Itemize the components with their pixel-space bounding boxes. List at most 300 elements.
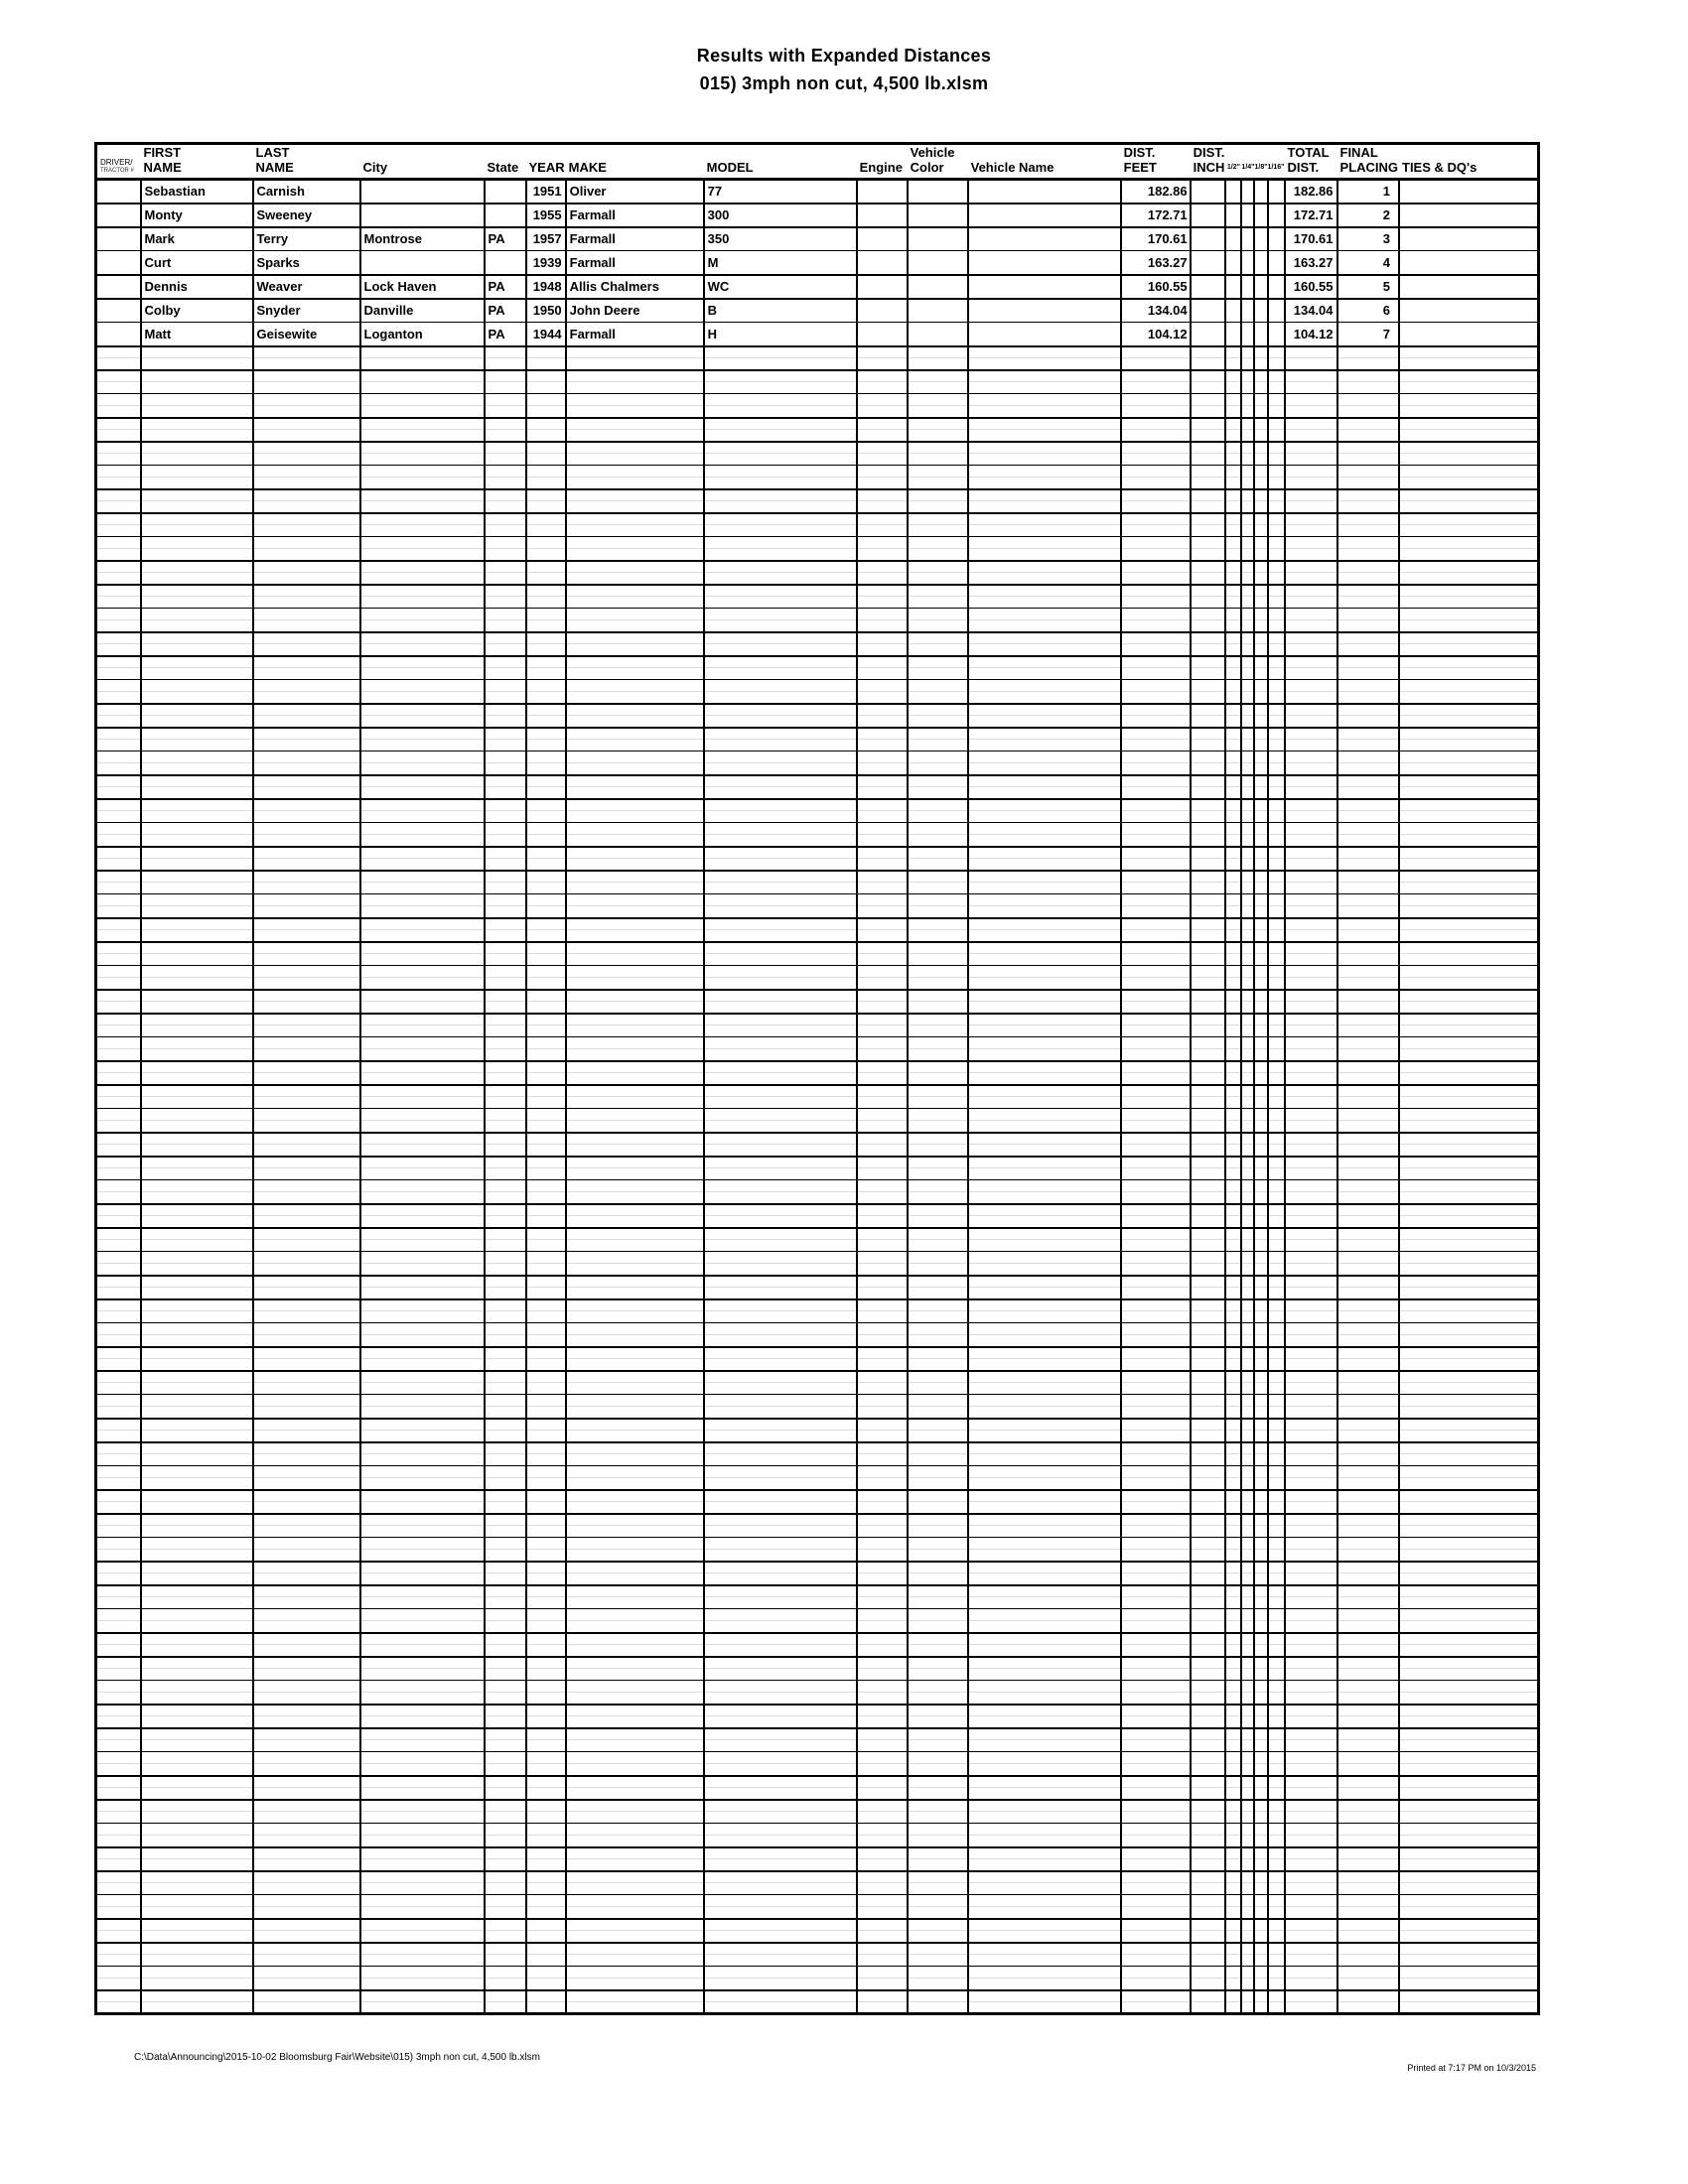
cell-tractor_num: [96, 1419, 141, 1442]
cell-last_name: [253, 1323, 360, 1347]
cell-vehicle_name: [968, 918, 1121, 942]
cell-dist_feet: 160.55: [1121, 275, 1191, 299]
cell-dist_feet: [1121, 1919, 1191, 1943]
cell-state: [485, 1490, 526, 1514]
empty-row: [96, 1776, 1539, 1800]
cell-vehicle_name: [968, 585, 1121, 609]
cell-dist_feet: [1121, 918, 1191, 942]
cell-eighth_inch: [1254, 1252, 1267, 1276]
cell-final_placing: [1337, 680, 1400, 704]
cell-tractor_num: [96, 775, 141, 799]
cell-state: [485, 1538, 526, 1562]
cell-tractor_num: [96, 1371, 141, 1395]
cell-eighth_inch: [1254, 1276, 1267, 1299]
cell-city: [360, 1419, 485, 1442]
cell-quarter_inch: [1241, 1657, 1254, 1681]
cell-tractor_num: [96, 1943, 141, 1967]
cell-tractor_num: [96, 1323, 141, 1347]
cell-vehicle_color: [908, 1371, 968, 1395]
cell-sixteenth_inch: [1268, 1562, 1285, 1585]
cell-year: [526, 1252, 566, 1276]
cell-tractor_num: [96, 1895, 141, 1919]
cell-quarter_inch: [1241, 1228, 1254, 1252]
cell-final_placing: [1337, 585, 1400, 609]
cell-city: [360, 1847, 485, 1871]
cell-city: [360, 1109, 485, 1133]
cell-total_dist: [1285, 751, 1337, 775]
cell-dist_inch: [1191, 418, 1226, 442]
cell-final_placing: [1337, 942, 1400, 966]
cell-sixteenth_inch: [1268, 513, 1285, 537]
cell-model: [704, 585, 857, 609]
cell-state: PA: [485, 299, 526, 323]
cell-state: [485, 1299, 526, 1323]
cell-model: [704, 1299, 857, 1323]
col-header-label: MAKE: [568, 160, 607, 175]
cell-quarter_inch: [1241, 632, 1254, 656]
cell-city: [360, 1180, 485, 1204]
cell-first_name: [141, 1252, 253, 1276]
cell-year: [526, 799, 566, 823]
cell-model: [704, 847, 857, 871]
cell-last_name: [253, 1681, 360, 1705]
cell-total_dist: [1285, 799, 1337, 823]
cell-dist_feet: [1121, 585, 1191, 609]
cell-state: [485, 1109, 526, 1133]
cell-dist_feet: [1121, 513, 1191, 537]
cell-tractor_num: [96, 704, 141, 728]
cell-first_name: [141, 1657, 253, 1681]
cell-dist_feet: [1121, 966, 1191, 990]
cell-engine: [857, 1466, 908, 1490]
cell-half_inch: [1225, 1037, 1241, 1061]
cell-year: [526, 1681, 566, 1705]
cell-vehicle_name: [968, 894, 1121, 918]
cell-eighth_inch: [1254, 1299, 1267, 1323]
cell-state: [485, 1276, 526, 1299]
cell-engine: [857, 585, 908, 609]
cell-city: [360, 609, 485, 632]
cell-tractor_num: [96, 1514, 141, 1538]
cell-vehicle_name: [968, 1681, 1121, 1705]
cell-ties_dqs: [1399, 871, 1538, 894]
cell-model: [704, 632, 857, 656]
cell-tractor_num: [96, 1609, 141, 1633]
cell-engine: [857, 775, 908, 799]
cell-first_name: [141, 1895, 253, 1919]
cell-city: [360, 1752, 485, 1776]
cell-eighth_inch: [1254, 799, 1267, 823]
cell-year: [526, 609, 566, 632]
cell-dist_inch: [1191, 1252, 1226, 1276]
cell-model: [704, 1681, 857, 1705]
cell-make: [566, 728, 704, 751]
cell-eighth_inch: [1254, 1490, 1267, 1514]
cell-vehicle_color: [908, 299, 968, 323]
cell-ties_dqs: [1399, 1585, 1538, 1609]
cell-quarter_inch: [1241, 751, 1254, 775]
cell-eighth_inch: [1254, 251, 1267, 275]
cell-eighth_inch: [1254, 1419, 1267, 1442]
cell-dist_feet: [1121, 1633, 1191, 1657]
cell-sixteenth_inch: [1268, 1800, 1285, 1824]
cell-vehicle_color: [908, 656, 968, 680]
cell-vehicle_name: [968, 1204, 1121, 1228]
cell-tractor_num: [96, 1014, 141, 1037]
cell-dist_feet: [1121, 1871, 1191, 1895]
cell-model: [704, 1919, 857, 1943]
cell-tractor_num: [96, 299, 141, 323]
cell-vehicle_color: [908, 1395, 968, 1419]
cell-vehicle_color: [908, 489, 968, 513]
cell-sixteenth_inch: [1268, 990, 1285, 1014]
cell-half_inch: [1225, 275, 1241, 299]
cell-engine: [857, 799, 908, 823]
cell-vehicle_color: [908, 1204, 968, 1228]
cell-final_placing: [1337, 1847, 1400, 1871]
cell-half_inch: [1225, 1276, 1241, 1299]
cell-dist_inch: [1191, 1657, 1226, 1681]
cell-final_placing: [1337, 775, 1400, 799]
empty-row: [96, 609, 1539, 632]
cell-year: [526, 1180, 566, 1204]
cell-dist_feet: [1121, 751, 1191, 775]
cell-quarter_inch: [1241, 1419, 1254, 1442]
cell-eighth_inch: [1254, 1633, 1267, 1657]
cell-sixteenth_inch: [1268, 1014, 1285, 1037]
cell-dist_inch: [1191, 704, 1226, 728]
cell-vehicle_name: [968, 489, 1121, 513]
cell-make: [566, 1538, 704, 1562]
cell-state: [485, 180, 526, 204]
cell-ties_dqs: [1399, 751, 1538, 775]
cell-vehicle_name: [968, 609, 1121, 632]
cell-engine: [857, 1014, 908, 1037]
cell-ties_dqs: [1399, 1871, 1538, 1895]
cell-engine: [857, 1252, 908, 1276]
cell-tractor_num: [96, 537, 141, 561]
cell-dist_inch: [1191, 275, 1226, 299]
cell-dist_inch: [1191, 466, 1226, 489]
cell-year: [526, 513, 566, 537]
cell-half_inch: [1225, 323, 1241, 346]
cell-first_name: [141, 894, 253, 918]
cell-quarter_inch: [1241, 775, 1254, 799]
cell-first_name: [141, 1061, 253, 1085]
cell-engine: [857, 394, 908, 418]
cell-last_name: Weaver: [253, 275, 360, 299]
cell-dist_feet: [1121, 1347, 1191, 1371]
cell-state: [485, 1014, 526, 1037]
cell-vehicle_name: [968, 847, 1121, 871]
cell-first_name: [141, 1323, 253, 1347]
cell-dist_inch: [1191, 847, 1226, 871]
cell-last_name: [253, 1037, 360, 1061]
cell-tractor_num: [96, 728, 141, 751]
cell-first_name: [141, 1085, 253, 1109]
cell-ties_dqs: [1399, 632, 1538, 656]
cell-final_placing: [1337, 1800, 1400, 1824]
cell-vehicle_name: [968, 632, 1121, 656]
cell-state: [485, 1871, 526, 1895]
cell-year: [526, 1490, 566, 1514]
cell-tractor_num: [96, 1990, 141, 2014]
cell-ties_dqs: [1399, 394, 1538, 418]
cell-dist_feet: [1121, 1800, 1191, 1824]
cell-model: [704, 1466, 857, 1490]
cell-vehicle_color: [908, 775, 968, 799]
cell-dist_feet: [1121, 1776, 1191, 1800]
cell-year: [526, 751, 566, 775]
cell-make: [566, 1919, 704, 1943]
cell-city: [360, 537, 485, 561]
cell-year: [526, 728, 566, 751]
cell-model: [704, 537, 857, 561]
cell-half_inch: [1225, 871, 1241, 894]
cell-half_inch: [1225, 418, 1241, 442]
cell-last_name: [253, 1085, 360, 1109]
empty-row: [96, 1895, 1539, 1919]
cell-ties_dqs: [1399, 1919, 1538, 1943]
cell-engine: [857, 966, 908, 990]
cell-city: [360, 632, 485, 656]
cell-state: [485, 370, 526, 394]
cell-quarter_inch: [1241, 1037, 1254, 1061]
cell-make: [566, 775, 704, 799]
cell-make: [566, 1109, 704, 1133]
empty-row: [96, 1609, 1539, 1633]
cell-eighth_inch: [1254, 1990, 1267, 2014]
cell-year: [526, 1014, 566, 1037]
cell-vehicle_name: [968, 204, 1121, 227]
cell-state: [485, 585, 526, 609]
cell-city: [360, 1157, 485, 1180]
cell-quarter_inch: [1241, 180, 1254, 204]
cell-first_name: [141, 1466, 253, 1490]
cell-sixteenth_inch: [1268, 609, 1285, 632]
cell-city: [360, 1347, 485, 1371]
cell-state: [485, 990, 526, 1014]
cell-vehicle_name: [968, 1847, 1121, 1871]
cell-eighth_inch: [1254, 1466, 1267, 1490]
cell-quarter_inch: [1241, 346, 1254, 370]
cell-last_name: [253, 1228, 360, 1252]
cell-make: [566, 1490, 704, 1514]
cell-sixteenth_inch: [1268, 1323, 1285, 1347]
cell-dist_inch: [1191, 1752, 1226, 1776]
cell-model: [704, 799, 857, 823]
cell-eighth_inch: [1254, 204, 1267, 227]
cell-tractor_num: [96, 1180, 141, 1204]
cell-quarter_inch: [1241, 1990, 1254, 2014]
cell-half_inch: [1225, 227, 1241, 251]
cell-first_name: [141, 561, 253, 585]
cell-dist_feet: [1121, 1514, 1191, 1538]
cell-city: [360, 847, 485, 871]
cell-engine: [857, 990, 908, 1014]
col-header-label: LAST: [255, 145, 290, 160]
cell-ties_dqs: [1399, 1466, 1538, 1490]
footer-file-path: C:\Data\Announcing\2015-10-02 Bloomsburg Fair\Website\015) 3mph non cut, 4,500 lb.xlsm: [134, 2052, 540, 2063]
cell-eighth_inch: [1254, 275, 1267, 299]
cell-eighth_inch: [1254, 728, 1267, 751]
cell-half_inch: [1225, 1538, 1241, 1562]
cell-model: M: [704, 251, 857, 275]
cell-state: PA: [485, 323, 526, 346]
cell-model: [704, 609, 857, 632]
cell-state: [485, 680, 526, 704]
cell-dist_inch: [1191, 1014, 1226, 1037]
cell-engine: [857, 1609, 908, 1633]
empty-row: [96, 751, 1539, 775]
cell-make: [566, 1943, 704, 1967]
cell-vehicle_name: [968, 1276, 1121, 1299]
cell-quarter_inch: [1241, 1919, 1254, 1943]
col-header-vehicle_color: [908, 144, 968, 180]
cell-tractor_num: [96, 1109, 141, 1133]
cell-half_inch: [1225, 394, 1241, 418]
cell-total_dist: [1285, 918, 1337, 942]
cell-state: [485, 751, 526, 775]
cell-final_placing: 1: [1337, 180, 1400, 204]
cell-vehicle_name: [968, 1133, 1121, 1157]
cell-vehicle_name: [968, 1728, 1121, 1752]
cell-final_placing: [1337, 1228, 1400, 1252]
cell-make: [566, 394, 704, 418]
cell-first_name: [141, 1633, 253, 1657]
cell-last_name: Sparks: [253, 251, 360, 275]
cell-vehicle_color: [908, 180, 968, 204]
cell-dist_feet: [1121, 1752, 1191, 1776]
col-header-label: 1/4": [1241, 164, 1255, 171]
cell-model: [704, 1442, 857, 1466]
cell-dist_inch: [1191, 180, 1226, 204]
cell-half_inch: [1225, 1347, 1241, 1371]
cell-last_name: [253, 370, 360, 394]
cell-year: [526, 1299, 566, 1323]
cell-quarter_inch: [1241, 299, 1254, 323]
cell-make: [566, 1323, 704, 1347]
cell-make: [566, 1466, 704, 1490]
empty-row: [96, 1157, 1539, 1180]
cell-last_name: Carnish: [253, 180, 360, 204]
cell-city: [360, 775, 485, 799]
cell-first_name: [141, 918, 253, 942]
cell-city: [360, 1014, 485, 1037]
cell-vehicle_name: [968, 323, 1121, 346]
cell-state: [485, 1466, 526, 1490]
cell-year: [526, 1728, 566, 1752]
cell-last_name: Sweeney: [253, 204, 360, 227]
cell-dist_feet: [1121, 1609, 1191, 1633]
cell-dist_feet: 172.71: [1121, 204, 1191, 227]
cell-quarter_inch: [1241, 704, 1254, 728]
cell-year: [526, 537, 566, 561]
cell-first_name: [141, 394, 253, 418]
cell-dist_feet: 134.04: [1121, 299, 1191, 323]
cell-dist_inch: [1191, 1871, 1226, 1895]
cell-make: [566, 847, 704, 871]
cell-make: [566, 1133, 704, 1157]
cell-first_name: [141, 1109, 253, 1133]
cell-last_name: [253, 1943, 360, 1967]
cell-dist_inch: [1191, 370, 1226, 394]
cell-eighth_inch: [1254, 513, 1267, 537]
cell-dist_inch: [1191, 1895, 1226, 1919]
cell-city: [360, 1585, 485, 1609]
cell-sixteenth_inch: [1268, 537, 1285, 561]
cell-state: [485, 799, 526, 823]
cell-city: [360, 513, 485, 537]
cell-tractor_num: [96, 1228, 141, 1252]
cell-sixteenth_inch: [1268, 323, 1285, 346]
cell-quarter_inch: [1241, 1323, 1254, 1347]
cell-model: [704, 728, 857, 751]
cell-sixteenth_inch: [1268, 1585, 1285, 1609]
cell-quarter_inch: [1241, 1133, 1254, 1157]
cell-last_name: [253, 513, 360, 537]
cell-city: [360, 1514, 485, 1538]
cell-city: Loganton: [360, 323, 485, 346]
cell-make: [566, 537, 704, 561]
cell-vehicle_name: [968, 1490, 1121, 1514]
cell-vehicle_name: [968, 346, 1121, 370]
cell-quarter_inch: [1241, 275, 1254, 299]
cell-make: [566, 632, 704, 656]
cell-total_dist: [1285, 561, 1337, 585]
cell-first_name: [141, 823, 253, 847]
cell-vehicle_name: [968, 466, 1121, 489]
cell-last_name: [253, 751, 360, 775]
cell-total_dist: [1285, 1442, 1337, 1466]
cell-quarter_inch: [1241, 894, 1254, 918]
cell-quarter_inch: [1241, 585, 1254, 609]
cell-last_name: [253, 537, 360, 561]
cell-vehicle_name: [968, 370, 1121, 394]
cell-last_name: [253, 1442, 360, 1466]
cell-quarter_inch: [1241, 1061, 1254, 1085]
cell-sixteenth_inch: [1268, 1895, 1285, 1919]
cell-dist_inch: [1191, 656, 1226, 680]
cell-dist_inch: [1191, 1299, 1226, 1323]
cell-model: [704, 418, 857, 442]
cell-final_placing: 3: [1337, 227, 1400, 251]
cell-total_dist: [1285, 1180, 1337, 1204]
cell-vehicle_name: [968, 561, 1121, 585]
cell-first_name: [141, 656, 253, 680]
cell-last_name: Snyder: [253, 299, 360, 323]
cell-engine: [857, 466, 908, 489]
cell-model: [704, 1061, 857, 1085]
cell-sixteenth_inch: [1268, 847, 1285, 871]
cell-half_inch: [1225, 1228, 1241, 1252]
cell-year: [526, 847, 566, 871]
cell-sixteenth_inch: [1268, 204, 1285, 227]
cell-year: 1955: [526, 204, 566, 227]
cell-last_name: [253, 1705, 360, 1728]
cell-quarter_inch: [1241, 1847, 1254, 1871]
cell-final_placing: [1337, 394, 1400, 418]
cell-state: [485, 1204, 526, 1228]
col-header-make: [566, 144, 704, 180]
cell-engine: [857, 537, 908, 561]
cell-total_dist: [1285, 1228, 1337, 1252]
cell-ties_dqs: [1399, 1657, 1538, 1681]
cell-year: [526, 1157, 566, 1180]
cell-engine: [857, 1776, 908, 1800]
cell-vehicle_name: [968, 537, 1121, 561]
cell-sixteenth_inch: [1268, 585, 1285, 609]
